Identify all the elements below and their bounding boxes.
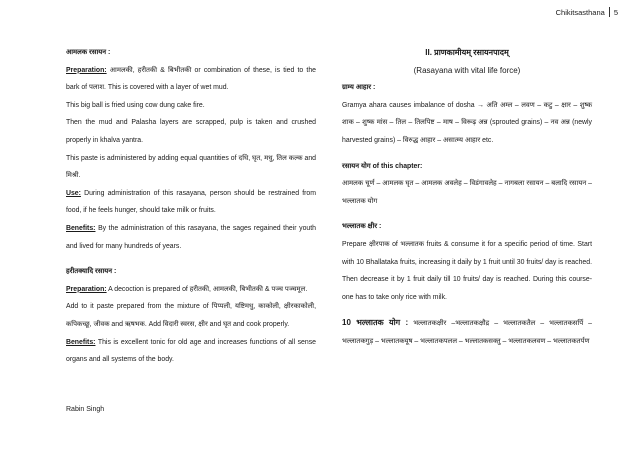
benefits-label: Benefits:	[66, 338, 96, 346]
header-separator	[609, 7, 610, 17]
amalaka-step-3: Then the mud and Palasha layers are scrapped, pulp is taken and crushed properly in khalva yantra.	[66, 119, 316, 144]
rasayana-yoga-heading	[342, 158, 592, 176]
preparation-text: आमलकी, हरीतकी & बिभीतकी or combination of these, is tied to the bark of पलाश. This is covered with a layer of wet mud.	[66, 66, 316, 92]
haritakyadi-preparation	[66, 281, 316, 299]
benefits-text: By the administration of this rasayana, the sages regained their youth and lived for many hundreds of years.	[66, 224, 317, 250]
section-gap	[342, 210, 592, 218]
preparation-text: A decoction is prepared of हरीतकी, आमलकी, बिभीतकी & पञ्च पञ्चमूल.	[108, 285, 308, 293]
amalaka-preparation	[66, 62, 316, 97]
section-gap	[342, 150, 592, 158]
rasayana-yoga-heading-en: of this chapter:	[370, 162, 423, 170]
haritakyadi-step-2: Add to it paste prepared from the mixture of पिप्पली, यष्टिमधु, काकोली, क्षीरकाकोली, कपिकच्छू, जीवक and ऋषभक. Add विदारी स्वरस, क्षीर and घृत and cook properly.	[66, 303, 316, 328]
ten-bhallataka-heading: 10 भल्लातक योग :	[342, 318, 409, 328]
gramya-ahara-heading: ग्राम्य आहार :	[342, 84, 376, 92]
bhallataka-kshira-text: Prepare क्षीरपाक of भल्लातक fruits & consume it for a specific period of time. Start with 10 Bhallataka fruits, increasing it daily by 1 fruit until 30 fruits/ day is reached. Then decrease it by 1 fruit daily till 10 fruits/ day is reached. During this course- one has to take only rice with milk.	[342, 240, 592, 301]
rasayana-yoga-text: आमलक चूर्ण – आमलक घृत – आमलक अवलेह – विडंगावलेह – नागबला रसायन – बलादि रसायन – भल्लातक योग	[342, 180, 592, 205]
amalaka-step-4: This paste is administered by adding equal quantities of दधि, घृत, मधु, तिल कल्क and मिश्री.	[66, 154, 316, 180]
chapter-subtitle: (Rasayana with vital life force)	[413, 65, 521, 75]
preparation-label: Preparation:	[66, 66, 107, 74]
rasayana-yoga-heading-dev: रसायन योग	[342, 162, 371, 170]
left-column	[66, 44, 316, 369]
benefits-label: Benefits:	[66, 224, 96, 232]
amalaka-benefits	[66, 220, 316, 255]
ten-bhallataka-text: भल्लातकक्षीर –भल्लातकक्षौद्र – भल्लातकतैल – भल्लातकसर्पि – भल्लातकगुड़ – भल्लातकयूष – भल्लातकपलल – भल्लातकसक्तु – भल्लातकलवण – भल्लातकतर्पण	[342, 320, 592, 345]
amalaka-rasayana-heading: आमलक रसायन :	[66, 49, 111, 56]
bhallataka-kshira-heading: भल्लातक क्षीर :	[342, 223, 382, 231]
ten-bhallataka-yoga	[342, 314, 592, 350]
page-number: 5	[613, 7, 618, 17]
chapter-title: II. प्राणकामीयम् रसायनपादम्	[425, 48, 509, 57]
right-column	[342, 44, 592, 351]
amalaka-use	[66, 185, 316, 220]
use-label: Use:	[66, 189, 81, 197]
header-title: Chikitsasthana	[555, 7, 605, 17]
page-footer: Rabin Singh	[66, 406, 105, 413]
benefits-text: This is excellent tonic for old age and increases functions of all sense organs and all systems of the body.	[66, 338, 317, 364]
amalaka-step-2: This big ball is fried using cow dung cake fire.	[66, 101, 205, 109]
haritakyadi-rasayana-heading: हरीतक्यादि रसायन :	[66, 268, 117, 276]
section-gap	[66, 255, 316, 263]
haritakyadi-benefits	[66, 334, 316, 369]
preparation-label: Preparation:	[66, 285, 107, 293]
section-gap	[342, 306, 592, 314]
page-header	[556, 7, 618, 17]
gramya-ahara-text: Gramya ahara causes imbalance of dosha → अति अम्ल – लवण – कटु – क्षार – शुष्क शाक – शुष्क मांस – तिल – तिलपिष्ट – माष – विरूढ़ अन्न (sprouted grains) – नव अन्न (newly harvested grains) – विरुद्ध आहार – असात्म्य आहार etc.	[342, 101, 592, 144]
use-text: During administration of this rasayana, person should be restrained from food, if he feels hunger, should take milk or fruits.	[66, 189, 316, 215]
